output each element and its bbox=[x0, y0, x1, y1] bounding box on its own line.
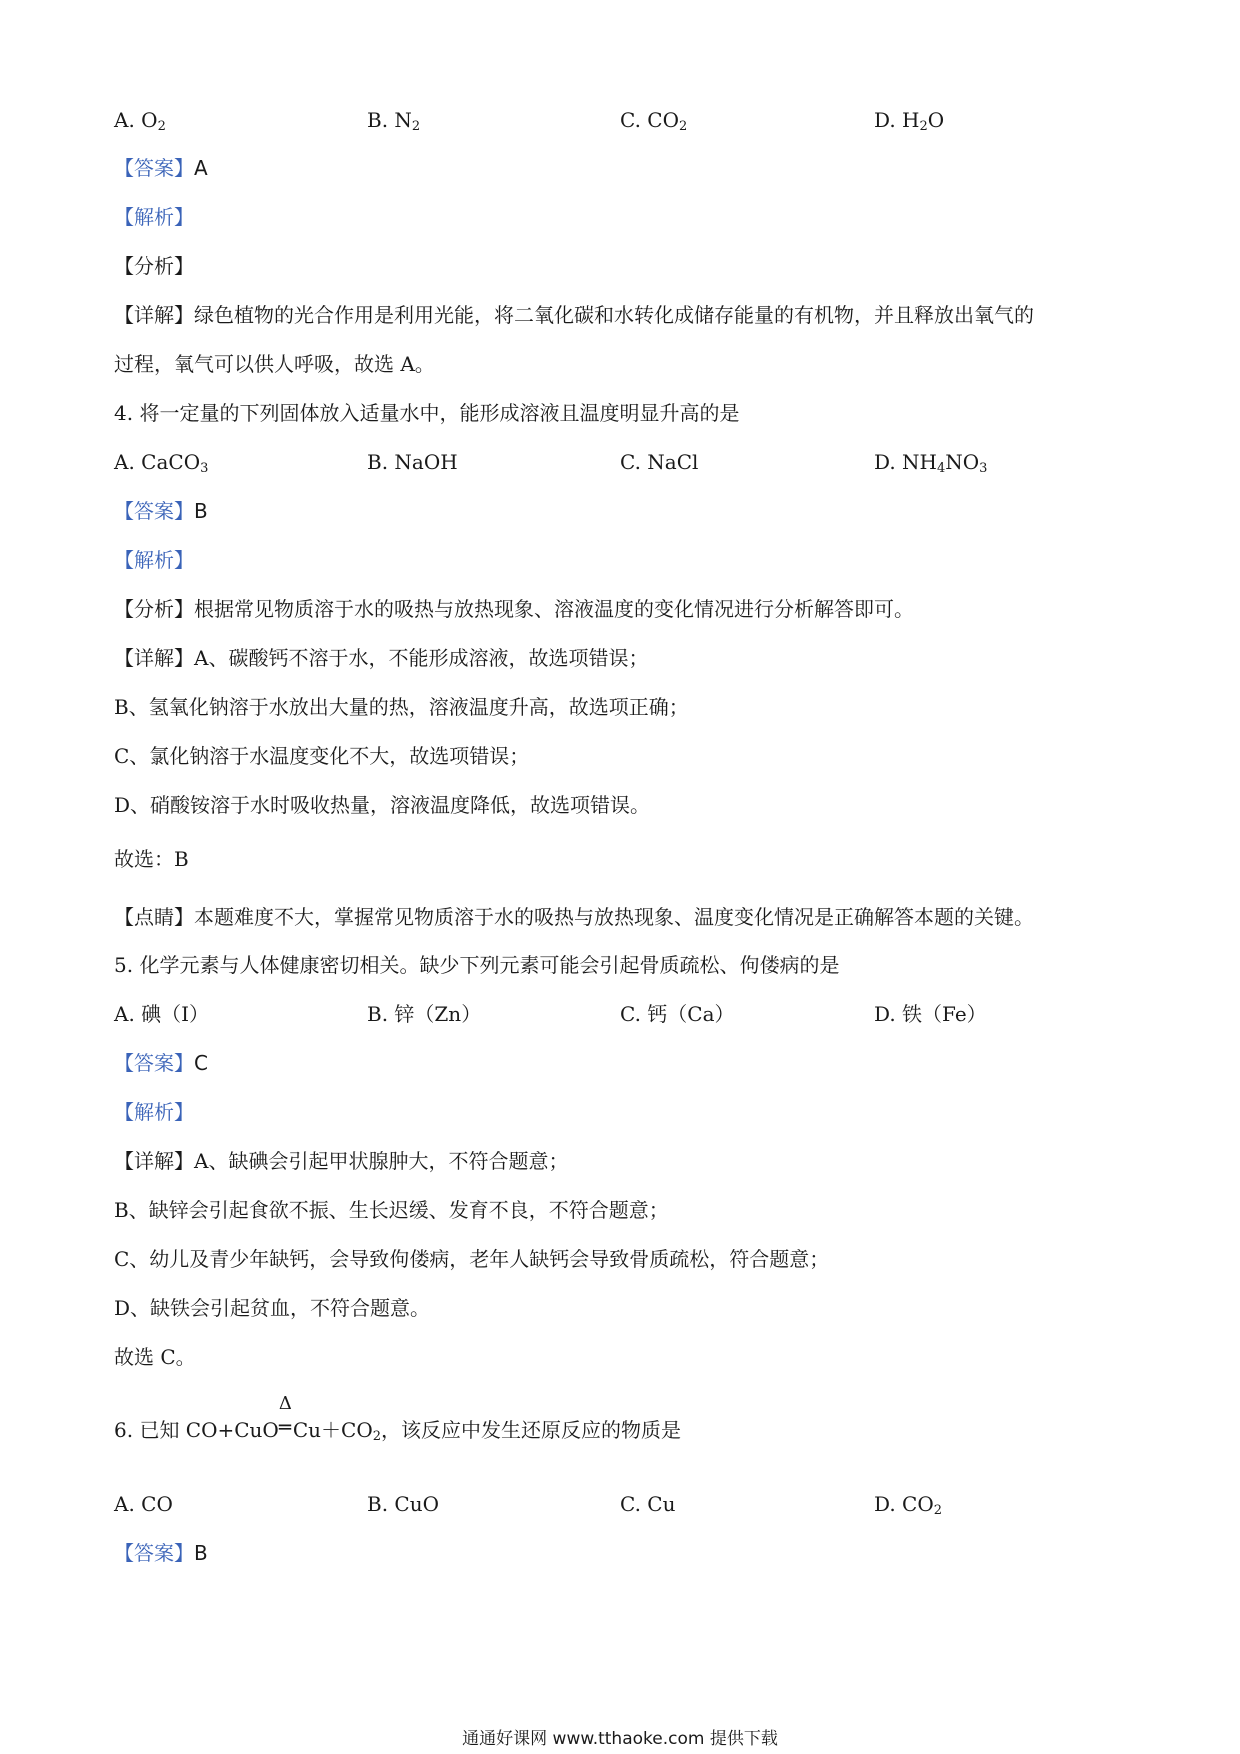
page-footer: 通通好课网 www.tthaoke.com 提供下载 bbox=[462, 1729, 778, 1749]
q3-option-a: A. $O_2$ bbox=[114, 108, 166, 134]
q4-analysis-tag: 【解析】 bbox=[114, 548, 194, 572]
q4-answer bbox=[114, 497, 208, 525]
q6-option-a: A. CO bbox=[114, 1492, 173, 1516]
q4-option-a: A. CaCO$_3$ bbox=[114, 450, 209, 476]
q4-detail-a: 【详解】A、碳酸钙不溶于水，不能形成溶液，故选项错误； bbox=[114, 646, 649, 670]
q4-option-c: C. NaCl bbox=[620, 450, 699, 474]
q5-detail-a: 【详解】A、缺碘会引起甲状腺肿大，不符合题意； bbox=[114, 1149, 569, 1173]
q5-choice: 故选 C。 bbox=[114, 1345, 196, 1369]
q5-question: 5. 化学元素与人体健康密切相关。缺少下列元素可能会引起骨质疏松、佝偻病的是 bbox=[114, 953, 840, 977]
q5-analysis-tag: 【解析】 bbox=[114, 1100, 194, 1124]
q3-detail-line1: 【详解】绿色植物的光合作用是利用光能，将二氧化碳和水转化成储存能量的有机物，并且释放出氧气的 bbox=[114, 303, 1034, 327]
q3-detail-line2: 过程，氧气可以供人呼吸，故选 A。 bbox=[114, 352, 435, 376]
q3-options bbox=[114, 106, 1124, 134]
q3-fenxi-tag: 【分析】 bbox=[114, 254, 194, 278]
q4-fenxi: 【分析】根据常见物质溶于水的吸热与放热现象、溶液温度的变化情况进行分析解答即可。 bbox=[114, 597, 914, 621]
q3-option-d: D. $H_2O$ bbox=[874, 108, 945, 134]
q5-option-c: C. 钙（Ca） bbox=[620, 1002, 735, 1026]
q4-question: 4. 将一定量的下列固体放入适量水中，能形成溶液且温度明显升高的是 bbox=[114, 401, 740, 425]
q3-option-c: C. $CO_2$ bbox=[620, 108, 688, 134]
q4-option-d: D. $NH_4NO_3$ bbox=[874, 450, 988, 476]
q6-answer bbox=[114, 1539, 208, 1567]
answer-value: B bbox=[194, 499, 208, 523]
q5-option-a: A. 碘（I） bbox=[114, 1002, 210, 1026]
answer-tag: 【答案】 bbox=[114, 1541, 194, 1565]
q6-options bbox=[114, 1490, 1124, 1518]
q5-detail-d: D、缺铁会引起贫血，不符合题意。 bbox=[114, 1296, 431, 1320]
q6-question: 6. 已知 CO+CuO Δ ═ $Cu+CO_2$，该反应中发生还原反应的物质是 bbox=[114, 1393, 682, 1444]
answer-value: B bbox=[194, 1541, 208, 1565]
q5-option-b: B. 锌（Zn） bbox=[367, 1002, 482, 1026]
q5-detail-b: B、缺锌会引起食欲不振、生长迟缓、发育不良，不符合题意； bbox=[114, 1198, 669, 1222]
q4-option-b: B. NaOH bbox=[367, 450, 458, 474]
answer-tag: 【答案】 bbox=[114, 156, 194, 180]
q5-answer bbox=[114, 1049, 208, 1077]
q6-option-b: B. CuO bbox=[367, 1492, 439, 1516]
q3-option-b: B. $N_2$ bbox=[367, 108, 421, 134]
q4-detail-c: C、氯化钠溶于水温度变化不大，故选项错误； bbox=[114, 744, 530, 768]
q4-choice: 故选：B bbox=[114, 847, 189, 871]
answer-tag: 【答案】 bbox=[114, 1051, 194, 1075]
answer-value: A bbox=[194, 156, 208, 180]
q4-detail-b: B、氢氧化钠溶于水放出大量的热，溶液温度升高，故选项正确； bbox=[114, 695, 689, 719]
q6-option-d: D. $CO_2$ bbox=[874, 1492, 943, 1518]
q3-analysis-tag: 【解析】 bbox=[114, 205, 194, 229]
q5-options bbox=[114, 1000, 1124, 1028]
q6-option-c: C. Cu bbox=[620, 1492, 676, 1516]
q4-options bbox=[114, 448, 1124, 476]
answer-value: C bbox=[194, 1051, 208, 1075]
q5-detail-c: C、幼儿及青少年缺钙，会导致佝偻病，老年人缺钙会导致骨质疏松，符合题意； bbox=[114, 1247, 830, 1271]
q4-detail-d: D、硝酸铵溶于水时吸收热量，溶液温度降低，故选项错误。 bbox=[114, 793, 651, 817]
q5-option-d: D. 铁（Fe） bbox=[874, 1002, 987, 1026]
q3-answer bbox=[114, 154, 208, 182]
delta-equals-sign: Δ ═ bbox=[278, 1393, 292, 1439]
q4-dianjing: 【点睛】本题难度不大，掌握常见物质溶于水的吸热与放热现象、温度变化情况是正确解答本题的关键。 bbox=[114, 905, 1034, 929]
answer-tag: 【答案】 bbox=[114, 499, 194, 523]
